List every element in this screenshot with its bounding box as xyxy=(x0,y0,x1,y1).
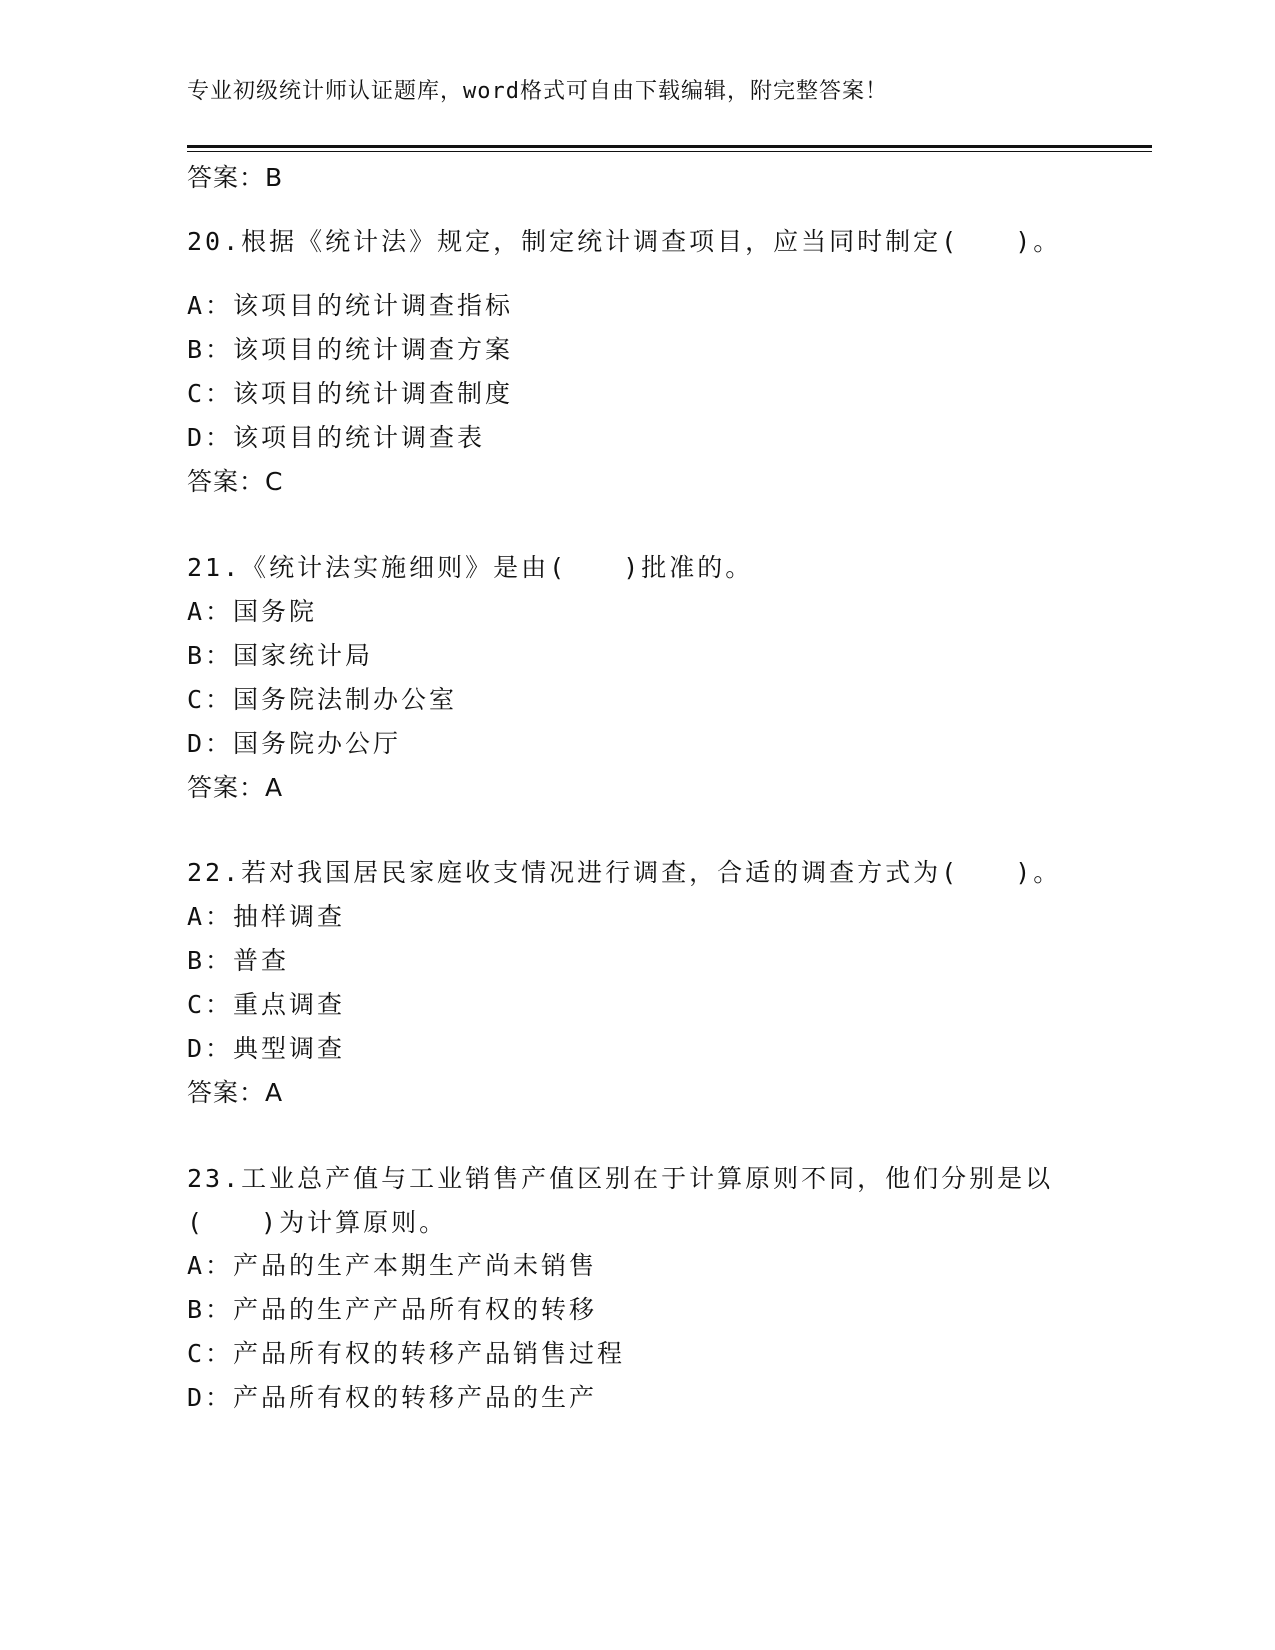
question-23-option-b: B：产品的生产产品所有权的转移 xyxy=(187,1295,598,1324)
header-rule-thick xyxy=(187,145,1152,148)
question-21-option-a: A：国务院 xyxy=(187,597,318,626)
question-22-answer: 答案：A xyxy=(187,1078,284,1107)
question-20-option-b: B：该项目的统计调查方案 xyxy=(187,335,514,364)
document-header: 专业初级统计师认证题库，word格式可自由下载编辑，附完整答案！ xyxy=(187,79,888,104)
question-21-answer: 答案：A xyxy=(187,773,284,802)
question-20-option-d: D：该项目的统计调查表 xyxy=(187,423,486,452)
question-22-option-b: B：普查 xyxy=(187,946,290,975)
question-20-option-a: A：该项目的统计调查指标 xyxy=(187,291,514,320)
question-21-stem: 21.《统计法实施细则》是由( )批准的。 xyxy=(187,553,754,582)
question-22-stem: 22.若对我国居民家庭收支情况进行调查，合适的调查方式为( )。 xyxy=(187,858,1062,887)
previous-answer: 答案：B xyxy=(187,163,284,192)
question-22-option-c: C：重点调查 xyxy=(187,990,346,1019)
question-23-option-c: C：产品所有权的转移产品销售过程 xyxy=(187,1339,626,1368)
question-20-stem: 20.根据《统计法》规定，制定统计调查项目，应当同时制定( )。 xyxy=(187,227,1062,256)
question-20-option-c: C：该项目的统计调查制度 xyxy=(187,379,514,408)
question-21-option-b: B：国家统计局 xyxy=(187,641,374,670)
question-23-stem-line2: ( )为计算原则。 xyxy=(187,1208,448,1237)
question-21-option-c: C：国务院法制办公室 xyxy=(187,685,458,714)
question-21-option-d: D：国务院办公厅 xyxy=(187,729,402,758)
header-rule-thin xyxy=(187,151,1152,152)
question-23-option-a: A：产品的生产本期生产尚未销售 xyxy=(187,1251,598,1280)
question-22-option-d: D：典型调查 xyxy=(187,1034,346,1063)
question-23-option-d: D：产品所有权的转移产品的生产 xyxy=(187,1383,598,1412)
question-22-option-a: A：抽样调查 xyxy=(187,902,346,931)
question-23-stem-line1: 23.工业总产值与工业销售产值区别在于计算原则不同，他们分别是以 xyxy=(187,1164,1054,1193)
question-20-answer: 答案：C xyxy=(187,467,284,496)
